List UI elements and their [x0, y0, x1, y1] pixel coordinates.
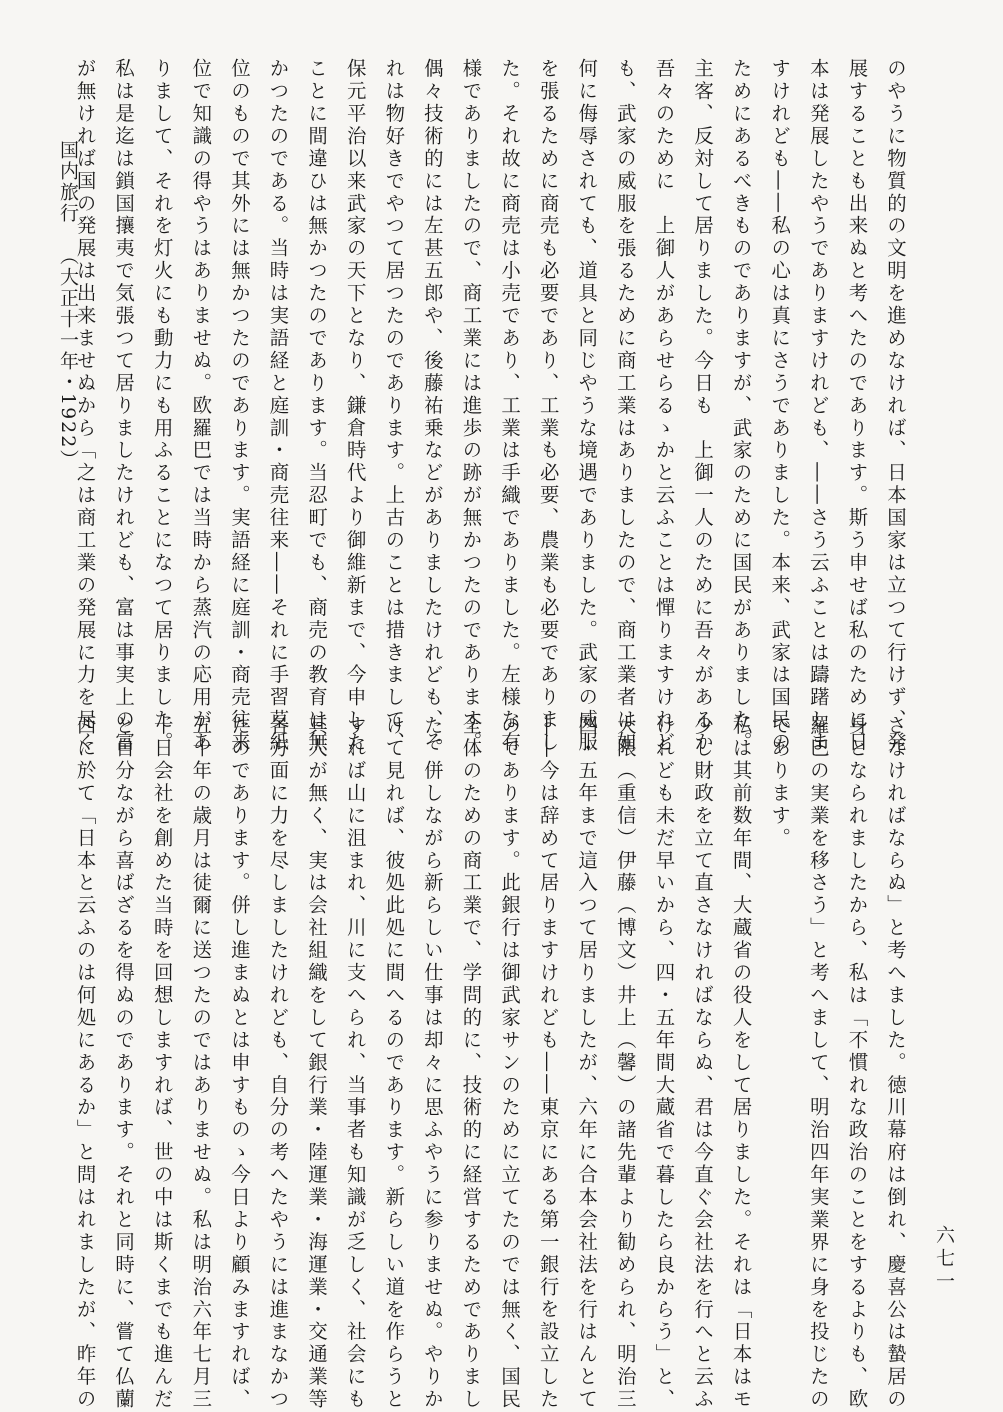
text-line: た。併しながら新らしい仕事は却々に思ふやうに参りませぬ。やりか — [420, 715, 444, 1411]
text-line: れは物好きでやつて居つたのであります。上古のことは措きまして、 — [382, 58, 406, 754]
text-line: が無ければ国の発展は出来ませぬから「之は商工業の発展に力を尽く — [73, 58, 97, 754]
text-line: 四・五年まで這入つて居りましたが、六年に合本会社法を行はんとて — [575, 715, 599, 1411]
publication-title: 国内旅行 — [57, 140, 79, 224]
text-line: 本は発展したやうでありますけれども、――さう云ふことは躊躇しま — [806, 58, 830, 754]
text-line: 少し財政を立て直さなければならぬ、君は今直ぐ会社法を行へと云ふ — [691, 715, 715, 1411]
publication-edition: （大正十一年・1922） — [57, 246, 79, 471]
text-line: であります。 — [768, 715, 792, 850]
text-line: けて見れば、彼処此処に間へるのであります。新らしい道を作らうと — [382, 715, 406, 1411]
text-line: ――今は辞めて居りますけれども――東京にある第一銀行を設立した — [536, 715, 560, 1411]
text-line: 展することも出来ぬと考へたのであります。斯う申せば私のために日 — [845, 58, 869, 754]
text-line: と自分ながら喜ばざるを得ぬのであります。それと同時に、嘗て仏蘭 — [112, 715, 136, 1411]
running-head — [55, 140, 82, 740]
upper-text-block — [73, 58, 914, 754]
text-line: を張るために商売も必要であり、工業も必要、農業も必要でありまし — [536, 58, 560, 754]
text-line: 位のもので其外には無かつたのであります。実語経に庭訓・商売往来 — [227, 58, 251, 754]
text-line: さなければならぬ」と考へました。徳川幕府は倒れ、慶喜公は蟄居の — [884, 715, 907, 1411]
text-line: りまして、それを灯火にも動力にも用ふることになつて居りました。 — [150, 58, 174, 754]
text-line: 十日会社を創めた当時を回想しますれば、世の中は斯くまでも進んだ — [150, 715, 174, 1411]
text-line: 私は其前数年間、大蔵省の役人をして居りました。それは「日本はモ — [729, 715, 753, 1411]
text-line: 偶々技術的には左甚五郎や、後藤祐乗などがありましたけれども、そ — [420, 58, 444, 754]
text-line: 私は是迄は鎖国攘夷で気張つて居りましたけれども、富は事実上の富 — [112, 58, 136, 754]
text-line: ためにあるべきものでありますが、武家のために国民がありました。 — [729, 58, 753, 754]
text-line: ことに間違ひは無かつたのであります。当忍町でも、商売の教育は無 — [305, 58, 329, 754]
text-line: 何に侮辱されても、道具と同じやうな境遇でありました。武家の威服 — [575, 58, 599, 754]
text-line: も、武家の威服を張るために商工業はありましたので、商工業者は如 — [613, 58, 637, 754]
text-line: かつたのである。当時は実語経と庭訓・商売往来――それに手習草紙 — [266, 58, 290, 754]
text-line: 羅巴の実業を移さう」と考へまして、明治四年実業界に身を投じたの — [806, 715, 830, 1411]
text-line: た。それ故に商売は小売であり、工業は手織でありました。左様な有 — [498, 58, 522, 754]
text-line: たのであります。併し進まぬとは申すものゝ今日より顧みますれば、 — [227, 715, 251, 1411]
text-line: すけれども――私の心は真にさうでありました。本来、武家は国民の — [768, 58, 792, 754]
text-line: 保元平治以来武家の天下となり、鎌倉時代より御維新まで、今申した — [343, 58, 367, 754]
page-number: 六七一 — [933, 1225, 955, 1294]
text-line: けれども未だ早いから、四・五年間大蔵省で暮したら良からう」と、 — [652, 715, 676, 1411]
text-line: 西に於て「日本と云ふのは何処にあるか」と問はれましたが、昨年の — [73, 715, 97, 1411]
text-line: 様でありましたので、商工業には進歩の跡が無かつたのであります。 — [459, 58, 483, 754]
text-line: 身となられましたから、私は「不慣れな政治のことをするよりも、欧 — [845, 715, 869, 1411]
text-line: 其人が無く、実は会社組織をして銀行業・陸運業・海運業・交通業等 — [305, 715, 329, 1411]
text-line: 各方面に力を尽しましたけれども、自分の考へたやうには進まなかつ — [266, 715, 290, 1411]
text-line: のやうに物質的の文明を進めなければ、日本国家は立つて行けず、発 — [884, 58, 907, 754]
text-line: 全体のための商工業で、学問的に、技術的に経営するためでありまし — [459, 715, 483, 1411]
text-line: のであります。此銀行は御武家サンのために立てたのでは無く、国民 — [498, 715, 522, 1411]
text-line: 位で知識の得やうはありませぬ。欧羅巴では当時から蒸汽の応用があ — [189, 58, 213, 754]
lower-text-block — [73, 715, 914, 1411]
text-line: 五十年の歳月は徒爾に送つたのではありませぬ。私は明治六年七月三 — [189, 715, 213, 1411]
text-line: すれば山に沮まれ、川に支へられ、当事者も知識が乏しく、社会にも — [343, 715, 367, 1411]
text-line: 大隈（重信）伊藤（博文）井上（馨）の諸先輩より勧められ、明治三 — [613, 715, 637, 1411]
text-line: 主客、反対して居りました。今日も 上御一人のために吾々があるか — [691, 58, 715, 754]
text-line: 吾々のために 上御人があらせらるゝかと云ふことは憚りますけれど — [652, 58, 676, 754]
